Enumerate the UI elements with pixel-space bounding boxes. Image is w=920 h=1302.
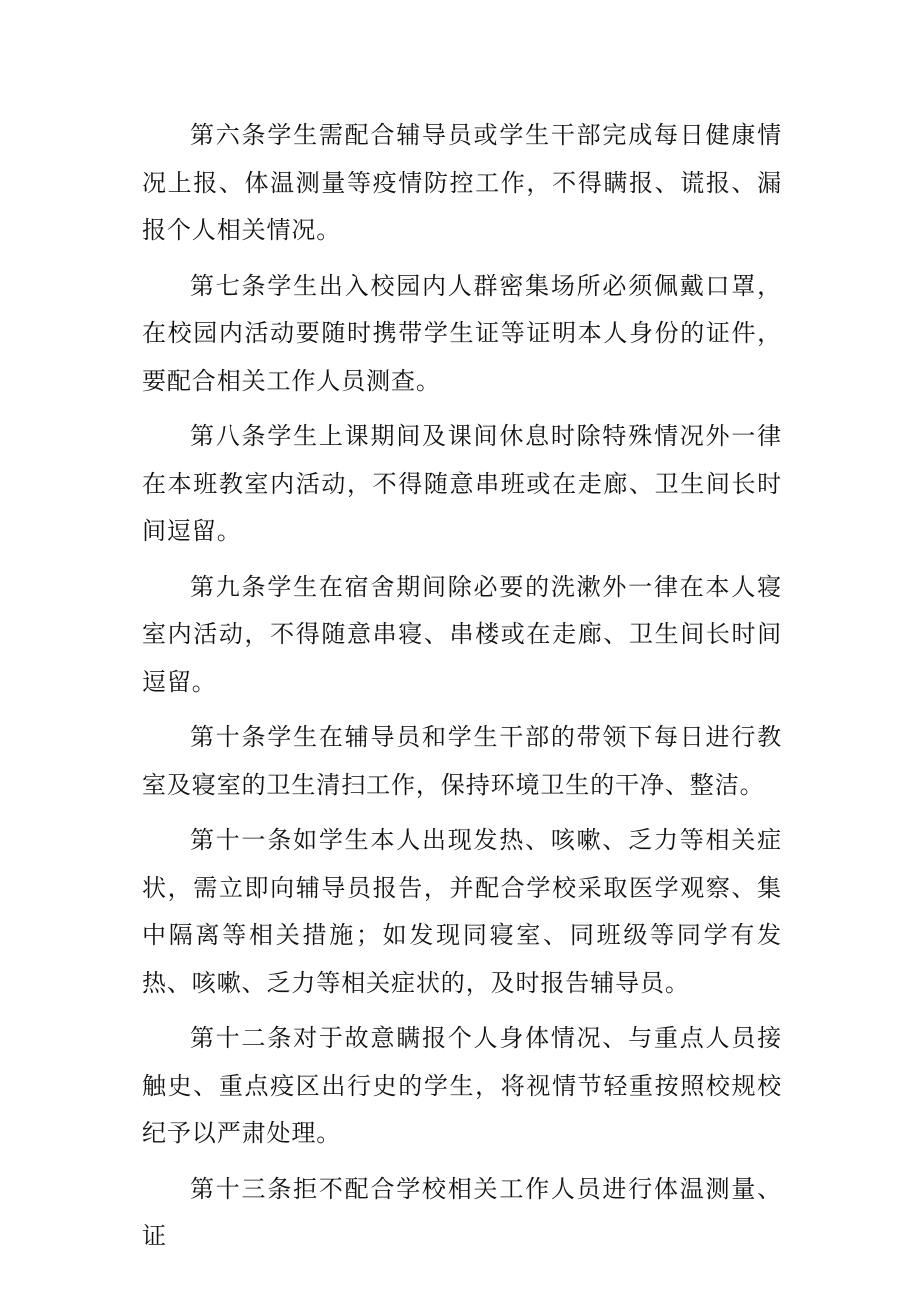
article-11-paragraph: 第十一条如学生本人出现发热、咳嗽、乏力等相关症状，需立即向辅导员报告，并配合学校采取医学观察、集中隔离等相关措施；如发现同寝室、同班级等同学有发热、咳嗽、乏力等相关症状的，及时报告辅导员。	[142, 826, 782, 997]
article-13-paragraph: 第十三条拒不配合学校相关工作人员进行体温测量、证	[142, 1174, 782, 1250]
document-body	[142, 112, 782, 1269]
article-9-paragraph: 第九条学生在宿舍期间除必要的洗漱外一律在本人寝室内活动，不得随意串寝、串楼或在走廊、卫生间长时间逗留。	[142, 572, 782, 696]
article-8-paragraph: 第八条学生上课期间及课间休息时除特殊情况外一律在本班教室内活动，不得随意串班或在走廊、卫生间长时间逗留。	[142, 422, 782, 545]
article-10-paragraph: 第十条学生在辅导员和学生干部的带领下每日进行教室及寝室的卫生清扫工作，保持环境卫生的干净、整洁。	[142, 723, 782, 799]
article-7-paragraph: 第七条学生出入校园内人群密集场所必须佩戴口罩，在校园内活动要随时携带学生证等证明本人身份的证件，要配合相关工作人员测查。	[142, 271, 782, 395]
article-12-paragraph: 第十二条对于故意瞒报个人身体情况、与重点人员接触史、重点疫区出行史的学生，将视情节轻重按照校规校纪予以严肃处理。	[142, 1024, 782, 1147]
article-6-paragraph: 第六条学生需配合辅导员或学生干部完成每日健康情况上报、体温测量等疫情防控工作，不得瞒报、谎报、漏报个人相关情况。	[142, 121, 782, 244]
